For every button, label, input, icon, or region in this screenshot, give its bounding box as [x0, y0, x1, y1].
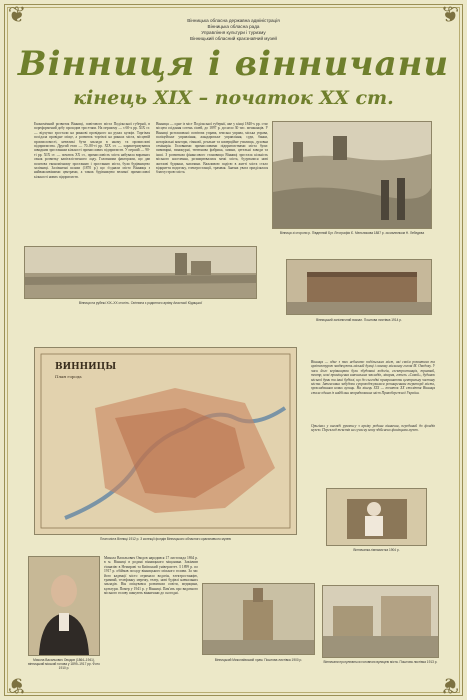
header-line: Управління культури і туризму [201, 30, 266, 35]
girl-portrait-photo [326, 488, 427, 546]
street-photo [322, 585, 439, 658]
corner-ornament-icon: ❦ [440, 3, 460, 28]
church-caption: Вінницький Миколаївський храм. Поштова листівка 1900 р. [214, 658, 303, 662]
page-subtitle: кінець XIX – початок XX ст. [73, 87, 394, 109]
city-map [34, 347, 297, 535]
map-subtitle: План города [55, 374, 82, 379]
railway-station-photo [286, 259, 432, 315]
corner-ornament-icon: ❦ [7, 672, 27, 697]
map-title: ВИННИЦЫ [55, 362, 117, 372]
panorama-photo [24, 246, 257, 299]
mayor-portrait-caption: Микола Васильович Оводов (1864–1941), вінницький міський голова у 1899–1917 рр. Фото 1910 р. [28, 658, 100, 670]
church-photo [202, 583, 315, 655]
street-caption: Вінничани прогулюються головною вулицею міста. Поштова листівка 1913 р. [323, 660, 438, 664]
page-title: Вінниця і вінничани [17, 44, 450, 84]
text-right-caption: Оригінал у вигляді рукопису з архіву родини вінничан, переданий до фондів музею. Переклад текстів на сучасну мову здійснено фахівцями музею. [311, 424, 435, 433]
intro-text-col1: Економічний розвиток Вінниці, повітового міста Подільської губернії, в пореформений добу проходив три етапи. На першому — з 60-х рр. XIX ст. — відчутно зростали на ринкові провідного на руках купців. Торгівля посідала провідне місце, а розвиток торгівлі на ринках міста, місцевій промисловості, невеликі бути заклади в ньому та промислові підприємства. Другий етап — 70–80-ті рр. XIX ст. — характеризувався швидким зростанням кількості промислових підприємств. У першій — 90-ті рр. XIX ст. — початок XX ст., промисловість міста набувала виразних ознак розвитку капіталістичного ладу. Головними факторами, що дав поштовх економічному зростанню і зростанню міста, були будівництво залізниці. Залізничні шляхи (1870 р.) що з'єднали місто Вінниця з найважливішими центрами, а також будівництво великої промислової кількості нових підприємств. [34, 122, 150, 179]
header-line: Вінницька обласна державна адміністрація [187, 18, 280, 23]
header-institutions [0, 18, 467, 42]
map-caption: План міста Вінниці 1912 р. З колекції фондів Вінницького обласного краєзнавчого музею [99, 537, 232, 541]
mayor-portrait-photo [28, 556, 100, 656]
intro-text-col2: Вінниця — одне із міст Подільської губернії, яке у кінці 1840-х рр. стає місцем осідання сотень сімей, до 1897 р. досягло 30 тис. мешканців. У Вінниці розташовані: повітова управа, земська управа, міська управа, поліцейське управління, жандармське управління, суди, банки, нотаріальні контори, гімназії, реальне та комерційне училища, духовна семінарія. Головними промисловими підприємствами міста були: пивоварні, винокурні, тютюнова фабрика, млини, цегельні заводи та інші. З розвитком фінансового становища Вінниці зростала кількість міського населення, розширювалися межі міста, будувалися нові житлові будинки, магазини. Важливою подією в житті міста стало відкриття водогону, електростанції, трамвая. Значна увага приділялася благоустрою міста. [156, 122, 268, 175]
text-right: Вінниця — одне з тих небагато подільських міст, які своїм розвитком та архітектурою завдячують міській думці і самому міському голові М. Оводову. У часи його керівництва були збудовані водогін, електростанція, трамвай, театр, нові приміщення навчальних закладів, лікарня, готель «Савой», будинок міської думи та інші будівлі, що до сьогодні прикрашають центральну частину міста. Інтенсивна забудова супроводжувалася розширенням території міста, прокладанням нових вулиць. На кінець XIX — початок XX століття Вінниця стала одним із найбільш впорядкованих міст Правобережної України. [311, 360, 435, 395]
railway-station-caption: Вінницький залізничний вокзал. Поштова листівка 1914 р. [316, 318, 402, 322]
header-line: Вінницька обласна рада [207, 24, 260, 29]
header-line: Вінницький обласний краєзнавчий музей [189, 36, 277, 41]
corner-ornament-icon: ❦ [440, 672, 460, 697]
corner-ornament-icon: ❦ [7, 3, 27, 28]
mayor-bio: Микола Васильович Оводов народився 17 листопада 1864 р. в м. Вінниці в родині вінницького міщанина. Закінчив гімназію в Немирові та Київський університет. З 1899 р. по 1917 р. обіймав посаду вінницького міського голови. За час його каденції місто отримало водогін, електростанцію, трамвай, телефонну мережу, театр, нові будівлі навчальних закладів. Він опікувався розвитком освіти, медицини, культури. Помер у 1941 р. у Вінниці. Пам'ять про видатного міського голову шанують вінничани до сьогодні. [104, 556, 198, 596]
girl-portrait-caption: Вінничанка-гімназистка 1904 р. [353, 548, 400, 552]
engraving-caption: Вінниця зі сторони р. Південний Буг. Літографія Є. Мельникова 1887 р. за малюнком Н. Лебедєва [279, 231, 425, 235]
engraving-photo [272, 121, 432, 229]
panorama-caption: Вінниця на рубежі XIX–XX століть. Світлина з родинного архіву Анастасії Юдицької [78, 301, 203, 305]
